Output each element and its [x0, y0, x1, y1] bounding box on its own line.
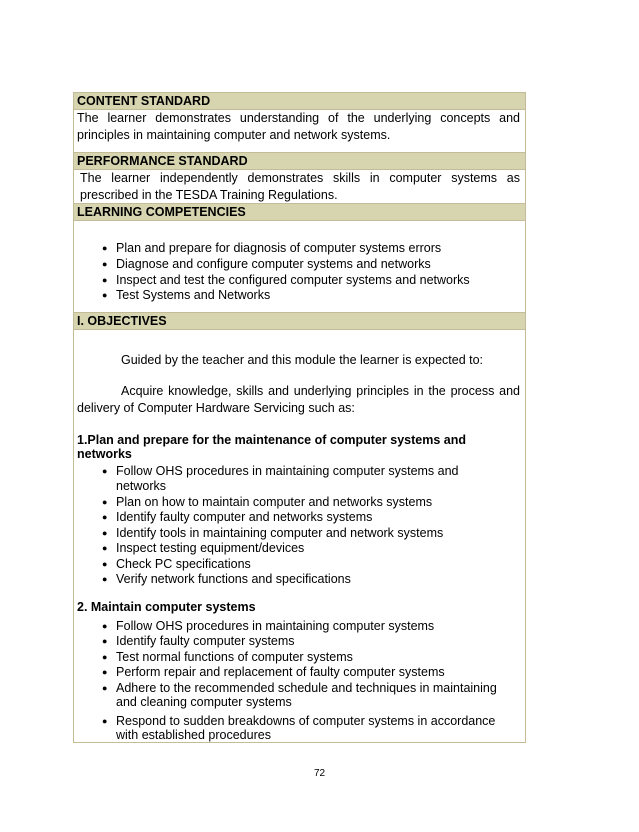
bullet-icon: ● [102, 527, 108, 538]
learning-competencies-body [74, 221, 525, 313]
list-item: ● Perform repair and replacement of faulty computer systems [102, 665, 445, 680]
list-item: ● Respond to sudden breakdowns of computer systems in accordance with established procedures [102, 713, 496, 743]
bullet-icon: ● [102, 290, 108, 301]
list-item: ● Test normal functions of computer systems [102, 649, 353, 664]
bullet-icon: ● [102, 667, 108, 678]
competency-list [74, 241, 520, 304]
list-item: ● Identify tools in maintaining computer and network systems [102, 525, 444, 540]
list-item: ● Adhere to the recommended schedule and techniques in maintaining and cleaning computer systems [102, 680, 497, 710]
bullet-icon: ● [102, 496, 108, 507]
section2-list [77, 619, 520, 743]
bullet-icon: ● [102, 682, 108, 693]
list-item: ● Inspect and test the configured computer systems and networks [102, 272, 470, 287]
objectives-intro: Guided by the teacher and this module the learner is expected to: [121, 353, 484, 367]
list-item: ● Verify network functions and specifications [102, 572, 351, 587]
bullet-icon: ● [102, 274, 108, 285]
objectives-paragraph: Acquire knowledge, skills and underlying principles in the process and delivery of Computer Hardware Servicing such as: [77, 384, 520, 415]
learning-competencies-header: LEARNING COMPETENCIES [74, 204, 525, 221]
performance-standard-body: The learner independently demonstrates skills in computer systems as prescribed in the TESDA Training Regulations. [74, 170, 525, 204]
list-item: ● Check PC specifications [102, 556, 251, 571]
bullet-icon: ● [102, 574, 108, 585]
bullet-icon: ● [102, 715, 108, 726]
bullet-icon: ● [102, 466, 108, 476]
list-item: ● Identify faulty computer and networks systems [102, 510, 373, 525]
section1-title: 1.Plan and prepare for the maintenance of computer systems and networks [77, 433, 466, 461]
bullet-icon: ● [102, 543, 108, 554]
section1-list [77, 464, 520, 588]
page-number: 72 [313, 768, 326, 779]
bullet-icon: ● [102, 651, 108, 662]
list-item: ● Plan and prepare for diagnosis of computer systems errors [102, 241, 442, 255]
section2-title: 2. Maintain computer systems [77, 599, 256, 614]
performance-standard-header: PERFORMANCE STANDARD [74, 153, 525, 170]
bullet-icon: ● [102, 558, 108, 569]
content-standard-body: The learner demonstrates understanding of the underlying concepts and principles in maintaining computer and network systems. [74, 110, 525, 153]
objectives-header: I. OBJECTIVES [74, 313, 525, 330]
list-item: ● Follow OHS procedures in maintaining computer systems [102, 618, 435, 633]
content-standard-header: CONTENT STANDARD [74, 93, 525, 110]
list-item: ● Plan on how to maintain computer and networks systems [102, 494, 433, 509]
list-item: ● Diagnose and configure computer systems and networks [102, 256, 431, 271]
curriculum-table [73, 92, 526, 743]
bullet-icon: ● [102, 258, 108, 269]
list-item: ● Identify faulty computer systems [102, 634, 295, 649]
list-item: ● Test Systems and Networks [102, 288, 271, 303]
list-item: ● Follow OHS procedures in maintaining computer systems and networks [102, 464, 459, 493]
objectives-body [74, 330, 525, 742]
bullet-icon: ● [102, 636, 108, 647]
bullet-icon: ● [102, 512, 108, 523]
list-item: ● Inspect testing equipment/devices [102, 541, 305, 556]
bullet-icon: ● [102, 243, 108, 253]
bullet-icon: ● [102, 620, 108, 631]
